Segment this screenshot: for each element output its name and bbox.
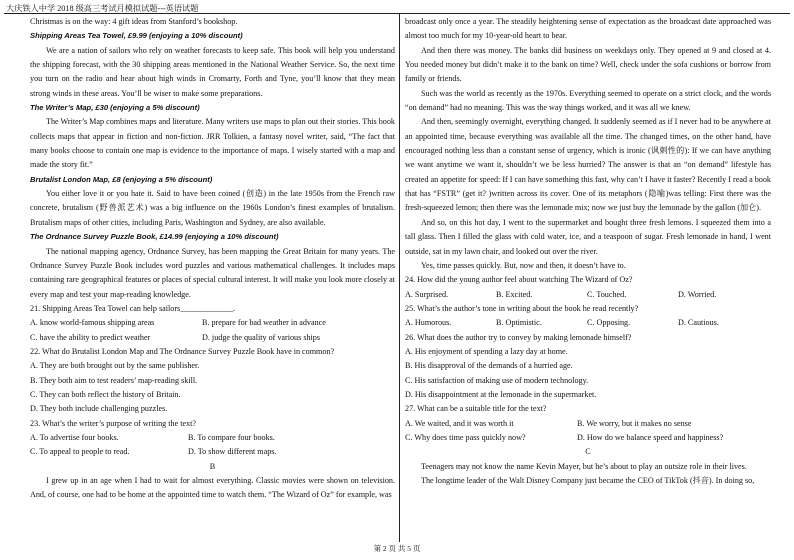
passage-b-para-1: I grew up in an age when I had to wait for almost everything. Classic movies were shown on television. And, of course, one had to be home at the appointed time to watch them. “The Wizard of Oz” for example, was (30, 476, 395, 500)
q25-option-c: C. Opposing. (587, 318, 631, 328)
q24-option-a: A. Surprised. (405, 289, 449, 299)
q25-option-b: B. Optimistic. (496, 318, 542, 328)
header-rule (4, 13, 790, 14)
q21-option-b: B. prepare for bad weather in advance (202, 318, 326, 328)
q24-option-b: B. Excited. (496, 289, 533, 299)
q22-option-b: B. They both aim to test readers’ map-reading skill. (30, 375, 198, 385)
q27-option-c: C. Why does time pass quickly now? (405, 432, 526, 442)
q24-option-d: D. Worried. (678, 289, 717, 299)
passage-b-para-5: And so, on this hot day, I went to the supermarket and bought three fresh lemons. I squeezed them into a tall glass. Then I filled the glass with cold water, ice, and a teaspoon of sugar. Fresh lemonade in hand, I went outside, sat in my lawn chair, and looked out over the river. (405, 217, 771, 256)
book-desc-brutalist-map: You either love it or you hate it. Said to have been coined (创造) in the late 1950s from the French raw concrete, brutalism (野兽派艺术) was a big influence on the 1960s London’s finest examples of brutalism. Brutalism maps of other cities, including Paris, Washington and Sydney, are also available. (30, 189, 395, 227)
question-24: 24. How did the young author feel about watching The Wizard of Oz? (405, 275, 633, 285)
q27-options-row2 (405, 431, 771, 445)
q23-option-a: A. To advertise four books. (30, 432, 119, 442)
q23-option-c: C. To appeal to people to read. (30, 447, 130, 457)
section-b-label: B (209, 461, 216, 471)
q23-option-d: D. To show different maps. (188, 447, 277, 457)
q23-option-b: B. To compare four books. (188, 432, 275, 442)
q25-options (405, 316, 771, 330)
question-25: 25. What’s the author’s tone in writing about the book he read recently? (405, 303, 639, 313)
book-heading-tea-towel: Shipping Areas Tea Towel, £9.99 (enjoying a 10% discount) (30, 31, 243, 41)
q23-options-row2 (30, 445, 395, 459)
q24-option-c: C. Touched. (587, 289, 627, 299)
book-heading-brutalist-map: Brutalist London Map, £8 (enjoying a 5% discount) (30, 174, 213, 184)
book-heading-puzzle-book: The Ordnance Survey Puzzle Book, £14.99 (enjoying a 10% discount) (30, 232, 279, 242)
exam-header: 大庆铁人中学 2018 级高三考试月模拟试题---英语试题 (6, 4, 199, 13)
q21-options-row1 (30, 316, 395, 330)
passage-b-para-2: And then there was money. The banks did business on weekdays only. They opened at 9 and closed at 4. You needed money but didn’t make it to the bank on time? Well, check under the sofa cushions or borrow from family or friends. (405, 45, 771, 84)
passage-b-para-3: Such was the world as recently as the 1970s. Everything seemed to operate on a strict clock, and the words “on demand” had no meaning. This was the way things worked, and it was all we knew. (405, 88, 771, 113)
q27-options-row1 (405, 417, 771, 431)
book-desc-puzzle-book: The national mapping agency, Ordnance Survey, has been mapping the Great Britain for many years. The Ordnance Survey Puzzle Book includes word puzzles and various mathematical challenges. It includes maps containing rare geographical features or places of special cultural interest. It will make you look more closely at every map and test your map-reading knowledge. (30, 246, 395, 299)
right-column (405, 15, 771, 488)
intro-line: Christmas is on the way: 4 gift ideas from Stanford’s bookshop. (30, 17, 238, 26)
q25-option-a: A. Humorous. (405, 318, 452, 328)
passage-b-para-4: And then, seemingly overnight, everything changed. It suddenly seemed as if I never had to be anywhere at an appointed time, because everything was available all the time. The changed times, on the other hand, have encouraged nothing less than a constant sense of urgency, which is ironic (讽刺性的): If we can have anything we want anytime we want it, shouldn’t we be less hurried? The answer is that an “on demand” lifestyle has created an appetite for speed: If I can have something this fast, why can’t I have it faster? Recently I read a book that has “FSTR” (get it? )written across its cover. One of its metaphors (隐喻)was telling: First there was the fresh-squeezed lemon; then there was the lemonade mix; now we just buy the lemonade by the gallon (加仑). (405, 117, 771, 213)
column-divider (399, 14, 400, 542)
book-desc-writers-map: The Writer’s Map combines maps and literature. Many writers use maps to plan out their stories. This book collects maps that appear in fiction and non-fiction. JRR Tolkien, a fantasy novel writer, said, “The fact that many books choose to contain one map is evidence to the importance of maps. I wisely started with a map and made the story fit.” (30, 117, 395, 170)
q21-options-row2 (30, 331, 395, 345)
passage-c-para-2: The longtime leader of the Walt Disney Company just became the CEO of TikTok (抖音). In doing so, (421, 476, 755, 485)
passage-c-para-1: Teenagers may not know the name Kevin Mayer, but he’s about to play an outsize role in their lives. (421, 461, 747, 471)
q22-option-c: C. They can both reflect the history of Britain. (30, 389, 181, 399)
book-heading-writers-map: The Writer’s Map, £30 (enjoying a 5% discount) (30, 103, 200, 113)
question-26: 26. What does the author try to convey by making lemonade himself? (405, 332, 632, 342)
q26-option-b: B. His disapproval of the demands of a hurried age. (405, 361, 573, 371)
question-21: 21. Shipping Areas Tea Towel can help sailors_____________. (30, 303, 236, 313)
q26-option-a: A. His enjoyment of spending a lazy day at home. (405, 346, 568, 356)
q24-options (405, 288, 771, 302)
q21-option-c: C. have the ability to predict weather (30, 332, 151, 342)
section-c-label: C (585, 447, 591, 457)
q26-option-d: D. His disappointment at the lemonade in the supermarket. (405, 389, 597, 399)
q27-option-d: D. How do we balance speed and happiness? (577, 432, 724, 442)
book-desc-tea-towel: We are a nation of sailors who rely on weather forecasts to keep safe. This book will help you understand the shipping forecast, with the 30 shipping areas mentioned in the National Weather Service. So, the next time you turn on the radio and hear about high winds in Cromarty, Forth and Tyne, you’ll know that they mean strong winds in these areas. You’ll be wiser to make some preparations. (30, 45, 395, 98)
q22-option-d: D. They both include challenging puzzles. (30, 404, 168, 414)
left-column (30, 15, 395, 503)
passage-b-para-1-cont: broadcast only once a year. The steadily heightening sense of expectation as the broadcast date approached was almost too much for my 10-year-old heart to bear. (405, 17, 771, 41)
q26-option-c: C. His satisfaction of making use of modern technology. (405, 375, 589, 385)
q23-options-row1 (30, 431, 395, 445)
q27-option-a: A. We waited, and it was worth it (405, 418, 514, 428)
question-23: 23. What’s the writer’s purpose of writing the text? (30, 418, 196, 428)
q21-option-d: D. judge the quality of various ships (202, 332, 321, 342)
q22-option-a: A. They are both brought out by the same publisher. (30, 361, 200, 371)
passage-b-para-6: Yes, time passes quickly. But, now and then, it doesn’t have to. (421, 260, 626, 270)
q27-option-b: B. We worry, but it makes no sense (577, 418, 692, 428)
page-number: 第 2 页 共 5 页 (373, 544, 421, 553)
q21-option-a: A. know world-famous shipping areas (30, 318, 155, 328)
question-27: 27. What can be a suitable title for the text? (405, 404, 547, 414)
question-22: 22. What do Brutalist London Map and The Ordnance Survey Puzzle Book have in common? (30, 346, 335, 356)
q25-option-d: D. Cautious. (678, 318, 719, 328)
